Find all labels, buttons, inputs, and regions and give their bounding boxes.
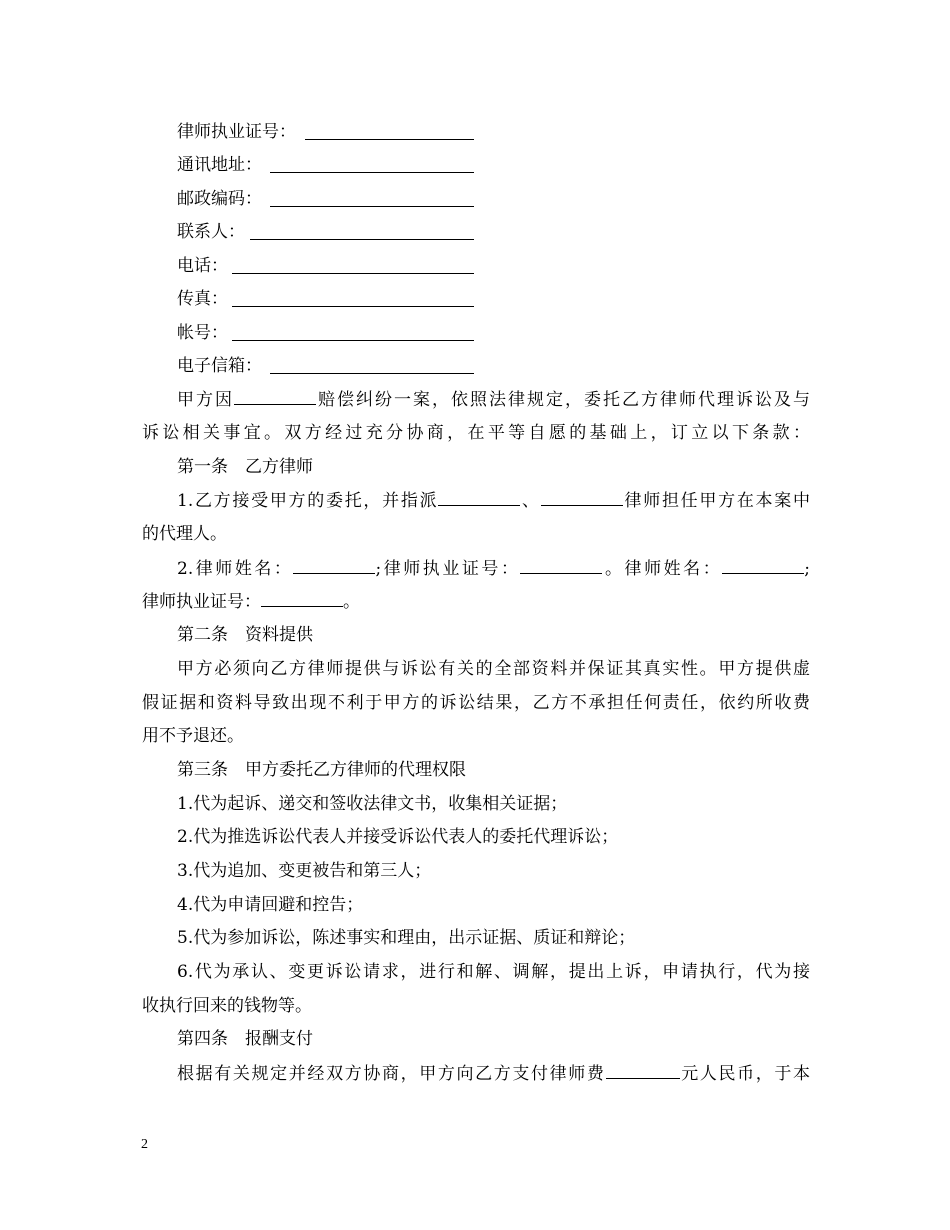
field-label-fax: 传真： <box>177 289 228 309</box>
field-label-account: 帐号： <box>177 323 228 343</box>
field-blank-phone <box>232 273 474 274</box>
article-2-title: 第二条 资料提供 <box>177 625 313 645</box>
lawyer-1-blank <box>438 490 520 506</box>
article-3-title: 第三条 甲方委托乙方律师的代理权限 <box>177 760 466 780</box>
field-blank-license <box>305 139 474 140</box>
article-4-line-1: 根据有关规定并经双方协商，甲方向乙方支付律师费 元人民币，于本 <box>177 1064 811 1084</box>
intro-line-1: 甲方因 赔偿纠纷一案，依照法律规定，委托乙方律师代理诉讼及与 <box>177 390 810 410</box>
lawyer-2-blank <box>541 490 623 506</box>
article-2-line-3: 用不予退还。 <box>142 726 244 746</box>
lawyer-name-1-blank <box>293 558 375 574</box>
case-type-blank <box>234 389 316 405</box>
license-1-blank <box>520 558 602 574</box>
lawyer-name-2-blank <box>722 558 804 574</box>
intro-line-2: 诉讼相关事宜。双方经过充分协商，在平等自愿的基础上，订立以下条款： <box>142 423 810 443</box>
article-3-item-6: 6.代为承认、变更诉讼请求，进行和解、调解，提出上诉，申请执行，代为接 <box>177 962 810 982</box>
article-3-item-6-cont: 收执行回来的钱物等。 <box>142 996 312 1016</box>
article-1-item-2-cont: 律师执业证号： 。 <box>142 592 360 612</box>
article-3-item-4: 4.代为申请回避和控告； <box>177 895 364 915</box>
field-blank-address <box>270 172 474 173</box>
field-label-address: 通讯地址： <box>177 155 262 175</box>
article-1-item-1-cont: 的代理人。 <box>142 524 227 544</box>
field-blank-account <box>232 340 474 341</box>
article-1-title: 第一条 乙方律师 <box>177 457 313 477</box>
article-1-item-2: 2.律师姓名： ;律师执业证号： 。律师姓名： ; <box>177 559 810 579</box>
field-blank-fax <box>232 306 474 307</box>
field-label-contact: 联系人： <box>177 222 245 242</box>
field-blank-postcode <box>270 206 474 207</box>
field-label-email: 电子信箱： <box>177 356 262 376</box>
field-label-postcode: 邮政编码： <box>177 189 262 209</box>
page-number: 2 <box>141 1137 148 1152</box>
field-blank-email <box>270 373 474 374</box>
license-2-blank <box>261 591 343 607</box>
article-2-line-1: 甲方必须向乙方律师提供与诉讼有关的全部资料并保证其真实性。甲方提供虚 <box>177 659 810 679</box>
field-label-license: 律师执业证号： <box>177 122 296 142</box>
article-1-item-1: 1.乙方接受甲方的委托，并指派 、 律师担任甲方在本案中 <box>177 491 810 511</box>
field-blank-contact <box>250 239 474 240</box>
article-4-title: 第四条 报酬支付 <box>177 1029 313 1049</box>
field-label-phone: 电话： <box>177 256 228 276</box>
article-3-item-1: 1.代为起诉、递交和签收法律文书，收集相关证据； <box>177 794 568 814</box>
article-2-line-2: 假证据和资料导致出现不利于甲方的诉讼结果，乙方不承担任何责任，依约所收费 <box>142 693 810 713</box>
article-3-item-5: 5.代为参加诉讼，陈述事实和理由，出示证据、质证和辩论； <box>177 928 636 948</box>
article-3-item-3: 3.代为追加、变更被告和第三人； <box>177 861 432 881</box>
article-3-item-2: 2.代为推选诉讼代表人并接受诉讼代表人的委托代理诉讼； <box>177 827 619 847</box>
fee-amount-blank <box>606 1063 680 1079</box>
